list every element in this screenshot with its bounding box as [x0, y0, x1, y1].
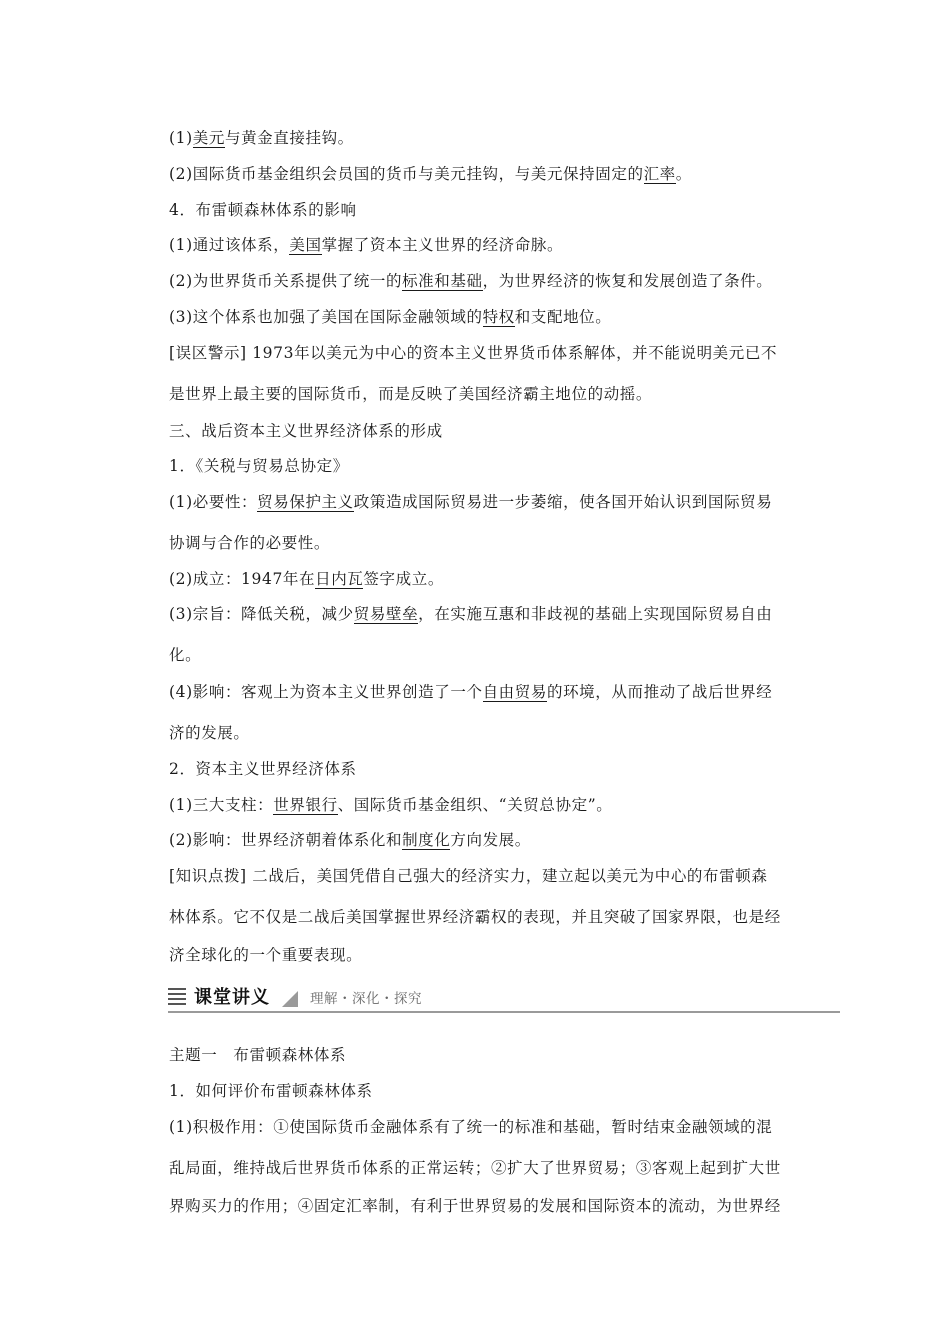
section-heading: 1．《关税与贸易总协定》 — [169, 457, 349, 475]
text-line: (4)影响：客观上为资本主义世界创造了一个自由贸易的环境，从而推动了战后世界经 — [169, 683, 773, 701]
stripes-icon — [168, 988, 186, 1006]
text-line: (1)三大支柱：世界银行、国际货币基金组织、“关贸总协定”。 — [169, 796, 613, 814]
text-line: (2)影响：世界经济朝着体系化和制度化方向发展。 — [169, 831, 531, 849]
text-line: (2)为世界货币关系提供了统一的标准和基础，为世界经济的恢复和发展创造了条件。 — [169, 272, 773, 290]
text-line: 协调与合作的必要性。 — [169, 534, 331, 552]
text-line: (2)国际货币基金组织会员国的货币与美元挂钩，与美元保持固定的汇率。 — [169, 165, 692, 183]
banner-rule — [168, 1011, 840, 1013]
text-line: 化。 — [169, 646, 202, 664]
banner-subtitle: 理解・深化・探究 — [310, 991, 422, 1007]
knowledge-note: 济全球化的一个重要表现。 — [169, 946, 363, 964]
text-line: (1)美元与黄金直接挂钩。 — [169, 129, 354, 147]
section-heading: 2．资本主义世界经济体系 — [169, 760, 357, 778]
text-line: 界购买力的作用；④固定汇率制，有利于世界贸易的发展和国际资本的流动，为世界经 — [169, 1197, 781, 1215]
section-heading: 1．如何评价布雷顿森林体系 — [169, 1082, 373, 1100]
section-heading: 4．布雷顿森林体系的影响 — [169, 201, 357, 219]
topic-heading: 主题一 布雷顿森林体系 — [169, 1046, 347, 1064]
text-line: (1)积极作用：①使国际货币金融体系有了统一的标准和基础，暂时结束金融领域的混 — [169, 1118, 773, 1136]
text-line: (3)宗旨：降低关税，减少贸易壁垒，在实施互惠和非歧视的基础上实现国际贸易自由 — [169, 605, 773, 623]
knowledge-note: 林体系。它不仅是二战后美国掌握世界经济霸权的表现，并且突破了国家界限，也是经 — [169, 908, 781, 926]
knowledge-note: [知识点拨] 二战后，美国凭借自己强大的经济实力，建立起以美元为中心的布雷顿森 — [169, 867, 768, 885]
triangle-icon — [282, 991, 298, 1007]
text-line: 乱局面，维持战后世界货币体系的正常运转；②扩大了世界贸易；③客观上起到扩大世 — [169, 1159, 781, 1177]
text-line: (2)成立：1947年在日内瓦签字成立。 — [169, 570, 444, 588]
text-line: (1)必要性：贸易保护主义政策造成国际贸易进一步萎缩，使各国开始认识到国际贸易 — [169, 493, 773, 511]
lecture-banner — [168, 985, 840, 1013]
section-heading: 三、战后资本主义世界经济体系的形成 — [169, 422, 443, 440]
warning-note: 是世界上最主要的国际货币，而是反映了美国经济霸主地位的动摇。 — [169, 385, 653, 403]
text-line: (3)这个体系也加强了美国在国际金融领域的特权和支配地位。 — [169, 308, 612, 326]
warning-note: [误区警示] 1973年以美元为中心的资本主义世界货币体系解体，并不能说明美元已不 — [169, 344, 778, 362]
text-line: 济的发展。 — [169, 724, 250, 742]
text-line: (1)通过该体系，美国掌握了资本主义世界的经济命脉。 — [169, 236, 564, 254]
banner-title: 课堂讲义 — [194, 987, 270, 1008]
